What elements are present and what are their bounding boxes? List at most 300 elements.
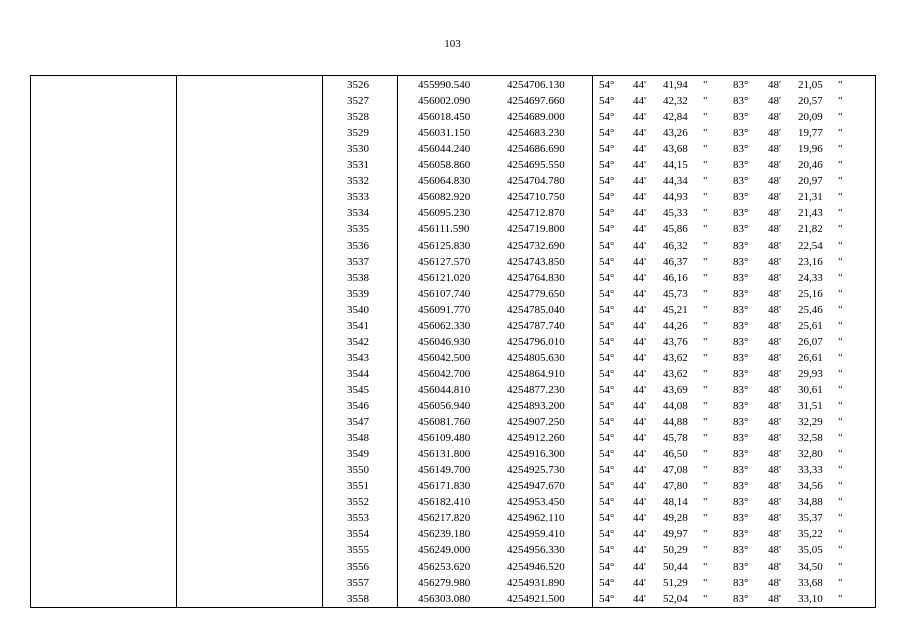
lat-seconds-mark: " xyxy=(703,576,708,589)
table-row xyxy=(31,125,877,141)
coord-x: 456279.980 xyxy=(418,576,471,589)
lat-degrees: 54° xyxy=(599,111,615,124)
point-number: 3541 xyxy=(347,319,369,332)
coord-y: 4254962.110 xyxy=(507,512,565,525)
lat-minutes: 44' xyxy=(633,175,646,188)
lat-minutes: 44' xyxy=(633,528,646,541)
point-number: 3548 xyxy=(347,432,369,445)
lat-minutes: 44' xyxy=(633,480,646,493)
coord-y: 4254956.330 xyxy=(507,544,565,557)
lat-seconds: 43,62 xyxy=(663,351,688,364)
coord-y: 4254953.450 xyxy=(507,496,565,509)
coord-x: 456056.940 xyxy=(418,400,471,412)
lon-minutes: 48' xyxy=(768,528,781,541)
coord-y: 4254893.200 xyxy=(507,400,565,412)
lon-degrees: 83° xyxy=(733,416,749,429)
lat-seconds-mark: " xyxy=(703,159,708,172)
table-row xyxy=(31,414,877,430)
coord-x: 456131.800 xyxy=(418,448,471,461)
lat-minutes: 44' xyxy=(633,367,646,380)
lat-degrees: 54° xyxy=(599,287,615,300)
lon-seconds-mark: " xyxy=(838,223,843,236)
coord-x: 456031.150 xyxy=(418,127,471,140)
lon-degrees: 83° xyxy=(733,207,749,220)
coord-x: 456064.830 xyxy=(418,175,471,188)
coord-x: 456046.930 xyxy=(418,335,471,348)
lon-degrees: 83° xyxy=(733,383,749,396)
lat-seconds-mark: " xyxy=(703,464,708,477)
lon-degrees: 83° xyxy=(733,223,749,236)
lon-minutes: 48' xyxy=(768,400,781,412)
coord-x: 456249.000 xyxy=(418,544,471,557)
lat-seconds: 43,68 xyxy=(663,143,688,156)
lon-seconds-mark: " xyxy=(838,191,843,204)
lat-seconds: 52,04 xyxy=(663,592,688,605)
lon-seconds: 32,29 xyxy=(798,416,823,429)
lon-seconds-mark: " xyxy=(838,111,843,124)
lat-seconds: 45,78 xyxy=(663,432,688,445)
lat-seconds: 49,97 xyxy=(663,528,688,541)
table-row xyxy=(31,559,877,575)
coord-x: 456303.080 xyxy=(418,592,471,605)
lat-seconds: 44,34 xyxy=(663,175,688,188)
lat-seconds-mark: " xyxy=(703,367,708,380)
point-number: 3530 xyxy=(347,143,369,156)
lon-seconds-mark: " xyxy=(838,143,843,156)
lon-seconds: 20,97 xyxy=(798,175,823,188)
lon-seconds-mark: " xyxy=(838,592,843,605)
point-number: 3546 xyxy=(347,400,369,412)
lat-minutes: 44' xyxy=(633,239,646,252)
lon-degrees: 83° xyxy=(733,464,749,477)
lon-degrees: 83° xyxy=(733,127,749,140)
lon-degrees: 83° xyxy=(733,432,749,445)
coord-y: 4254916.300 xyxy=(507,448,565,461)
coord-x: 456111.590 xyxy=(418,223,470,236)
lat-seconds: 41,94 xyxy=(663,79,688,91)
table-row xyxy=(31,93,877,109)
page-number: 103 xyxy=(444,38,461,50)
lon-seconds: 31,51 xyxy=(798,400,823,412)
coord-y: 4254683.230 xyxy=(507,127,565,140)
lon-seconds: 33,10 xyxy=(798,592,823,605)
point-number: 3542 xyxy=(347,335,369,348)
lon-seconds: 35,37 xyxy=(798,512,823,525)
lat-seconds: 42,32 xyxy=(663,95,688,108)
coord-y: 4254925.730 xyxy=(507,464,565,477)
table-row xyxy=(31,494,877,510)
point-number: 3535 xyxy=(347,223,369,236)
point-number: 3532 xyxy=(347,175,369,188)
lon-minutes: 48' xyxy=(768,159,781,172)
table-row xyxy=(31,157,877,173)
point-number: 3549 xyxy=(347,448,369,461)
lon-seconds-mark: " xyxy=(838,127,843,140)
coord-y: 4254695.550 xyxy=(507,159,565,172)
coord-y: 4254732.690 xyxy=(507,239,565,252)
table-row xyxy=(31,318,877,334)
coord-x: 455990.540 xyxy=(418,79,471,91)
lon-seconds-mark: " xyxy=(838,544,843,557)
lon-seconds: 21,05 xyxy=(798,79,823,91)
lon-seconds-mark: " xyxy=(838,255,843,268)
coord-y: 4254787.740 xyxy=(507,319,565,332)
lat-seconds: 47,80 xyxy=(663,480,688,493)
coord-x: 456127.570 xyxy=(418,255,471,268)
point-number: 3537 xyxy=(347,255,369,268)
lat-minutes: 44' xyxy=(633,207,646,220)
lon-minutes: 48' xyxy=(768,95,781,108)
lon-seconds-mark: " xyxy=(838,416,843,429)
lat-seconds-mark: " xyxy=(703,528,708,541)
lat-degrees: 54° xyxy=(599,271,615,284)
lon-minutes: 48' xyxy=(768,271,781,284)
coord-x: 456082.920 xyxy=(418,191,471,204)
lat-minutes: 44' xyxy=(633,287,646,300)
table-row xyxy=(31,430,877,446)
lon-seconds-mark: " xyxy=(838,319,843,332)
point-number: 3547 xyxy=(347,416,369,429)
lat-minutes: 44' xyxy=(633,400,646,412)
lat-minutes: 44' xyxy=(633,111,646,124)
lon-minutes: 48' xyxy=(768,480,781,493)
point-number: 3528 xyxy=(347,111,369,124)
coord-x: 456171.830 xyxy=(418,480,471,493)
lat-minutes: 44' xyxy=(633,303,646,316)
lat-minutes: 44' xyxy=(633,448,646,461)
lon-degrees: 83° xyxy=(733,528,749,541)
lon-seconds: 33,68 xyxy=(798,576,823,589)
lon-degrees: 83° xyxy=(733,191,749,204)
lon-minutes: 48' xyxy=(768,127,781,140)
lon-seconds-mark: " xyxy=(838,560,843,573)
lat-seconds: 48,14 xyxy=(663,496,688,509)
lon-minutes: 48' xyxy=(768,175,781,188)
coord-x: 456044.810 xyxy=(418,383,471,396)
lat-seconds: 46,50 xyxy=(663,448,688,461)
lat-minutes: 44' xyxy=(633,464,646,477)
lon-minutes: 48' xyxy=(768,143,781,156)
coord-y: 4254764.830 xyxy=(507,271,565,284)
lon-seconds: 20,46 xyxy=(798,159,823,172)
point-number: 3529 xyxy=(347,127,369,140)
lat-seconds: 46,16 xyxy=(663,271,688,284)
point-number: 3551 xyxy=(347,480,369,493)
lat-seconds-mark: " xyxy=(703,271,708,284)
coord-x: 456042.500 xyxy=(418,351,471,364)
coord-x: 456095.230 xyxy=(418,207,471,220)
lat-minutes: 44' xyxy=(633,319,646,332)
lat-seconds: 44,15 xyxy=(663,159,688,172)
coord-x: 456182.410 xyxy=(418,496,471,509)
lat-degrees: 54° xyxy=(599,95,615,108)
lat-seconds: 45,33 xyxy=(663,207,688,220)
lat-degrees: 54° xyxy=(599,303,615,316)
lon-degrees: 83° xyxy=(733,95,749,108)
lon-seconds: 33,33 xyxy=(798,464,823,477)
coord-x: 456125.830 xyxy=(418,239,471,252)
coord-y: 4254710.750 xyxy=(507,191,565,204)
coord-x: 456239.180 xyxy=(418,528,471,541)
lon-seconds-mark: " xyxy=(838,79,843,91)
lat-degrees: 54° xyxy=(599,175,615,188)
coord-y: 4254959.410 xyxy=(507,528,565,541)
lat-minutes: 44' xyxy=(633,383,646,396)
lat-seconds-mark: " xyxy=(703,207,708,220)
lat-seconds-mark: " xyxy=(703,223,708,236)
lat-degrees: 54° xyxy=(599,127,615,140)
coord-y: 4254697.660 xyxy=(507,95,565,108)
lat-seconds: 43,76 xyxy=(663,335,688,348)
lat-seconds: 45,21 xyxy=(663,303,688,316)
point-number: 3539 xyxy=(347,287,369,300)
table-row xyxy=(31,510,877,526)
lat-seconds-mark: " xyxy=(703,512,708,525)
coord-y: 4254743.850 xyxy=(507,255,565,268)
point-number: 3556 xyxy=(347,560,369,573)
coord-x: 456091.770 xyxy=(418,303,471,316)
table-row xyxy=(31,173,877,189)
lat-seconds: 43,62 xyxy=(663,367,688,380)
lat-degrees: 54° xyxy=(599,432,615,445)
lon-degrees: 83° xyxy=(733,544,749,557)
lat-seconds-mark: " xyxy=(703,351,708,364)
lon-degrees: 83° xyxy=(733,367,749,380)
lat-minutes: 44' xyxy=(633,432,646,445)
lat-seconds-mark: " xyxy=(703,319,708,332)
lon-minutes: 48' xyxy=(768,367,781,380)
lat-seconds-mark: " xyxy=(703,400,708,412)
lon-seconds-mark: " xyxy=(838,159,843,172)
lon-seconds-mark: " xyxy=(838,448,843,461)
lat-degrees: 54° xyxy=(599,480,615,493)
coord-y: 4254912.260 xyxy=(507,432,565,445)
lat-minutes: 44' xyxy=(633,159,646,172)
coord-x: 456042.700 xyxy=(418,367,471,380)
coord-x: 456121.020 xyxy=(418,271,471,284)
table-row xyxy=(31,334,877,350)
lon-minutes: 48' xyxy=(768,512,781,525)
lat-seconds: 43,26 xyxy=(663,127,688,140)
lat-seconds-mark: " xyxy=(703,303,708,316)
table-row xyxy=(31,591,877,607)
coord-x: 456002.090 xyxy=(418,95,471,108)
lat-seconds: 49,28 xyxy=(663,512,688,525)
table-row xyxy=(31,350,877,366)
point-number: 3538 xyxy=(347,271,369,284)
lat-seconds-mark: " xyxy=(703,255,708,268)
lon-seconds: 30,61 xyxy=(798,383,823,396)
point-number: 3526 xyxy=(347,79,369,91)
lat-seconds-mark: " xyxy=(703,480,708,493)
lat-seconds: 44,88 xyxy=(663,416,688,429)
lat-seconds-mark: " xyxy=(703,143,708,156)
lat-seconds-mark: " xyxy=(703,335,708,348)
table-row xyxy=(31,77,877,93)
lon-seconds-mark: " xyxy=(838,95,843,108)
coord-x: 456062.330 xyxy=(418,319,471,332)
lat-degrees: 54° xyxy=(599,576,615,589)
lat-seconds: 44,08 xyxy=(663,400,688,412)
coord-x: 456018.450 xyxy=(418,111,471,124)
coord-y: 4254931.890 xyxy=(507,576,565,589)
lat-minutes: 44' xyxy=(633,143,646,156)
coord-y: 4254907.250 xyxy=(507,416,565,429)
lat-seconds-mark: " xyxy=(703,127,708,140)
lat-seconds: 44,93 xyxy=(663,191,688,204)
lon-seconds-mark: " xyxy=(838,400,843,412)
lat-degrees: 54° xyxy=(599,367,615,380)
table-row xyxy=(31,205,877,221)
lat-seconds: 42,84 xyxy=(663,111,688,124)
lat-seconds-mark: " xyxy=(703,448,708,461)
lon-seconds-mark: " xyxy=(838,207,843,220)
lat-seconds: 46,37 xyxy=(663,255,688,268)
lon-seconds-mark: " xyxy=(838,271,843,284)
point-number: 3544 xyxy=(347,367,369,380)
lon-minutes: 48' xyxy=(768,207,781,220)
lat-seconds: 47,08 xyxy=(663,464,688,477)
lat-degrees: 54° xyxy=(599,319,615,332)
coord-x: 456107.740 xyxy=(418,287,471,300)
lon-seconds: 20,57 xyxy=(798,95,823,108)
point-number: 3534 xyxy=(347,207,369,220)
lon-seconds: 26,07 xyxy=(798,335,823,348)
lon-minutes: 48' xyxy=(768,432,781,445)
lon-seconds: 34,50 xyxy=(798,560,823,573)
coord-x: 456058.860 xyxy=(418,159,471,172)
point-number: 3552 xyxy=(347,496,369,509)
lon-degrees: 83° xyxy=(733,560,749,573)
lon-degrees: 83° xyxy=(733,351,749,364)
lon-seconds: 25,46 xyxy=(798,303,823,316)
lon-degrees: 83° xyxy=(733,303,749,316)
lon-seconds: 25,16 xyxy=(798,287,823,300)
lat-seconds: 50,44 xyxy=(663,560,688,573)
coord-y: 4254805.630 xyxy=(507,351,565,364)
lon-minutes: 48' xyxy=(768,335,781,348)
lat-minutes: 44' xyxy=(633,592,646,605)
lon-minutes: 48' xyxy=(768,576,781,589)
lat-seconds-mark: " xyxy=(703,416,708,429)
coord-y: 4254689.000 xyxy=(507,111,565,124)
lat-minutes: 44' xyxy=(633,127,646,140)
lon-minutes: 48' xyxy=(768,351,781,364)
lon-degrees: 83° xyxy=(733,159,749,172)
lon-seconds: 32,80 xyxy=(798,448,823,461)
lat-seconds: 46,32 xyxy=(663,239,688,252)
coord-y: 4254712.870 xyxy=(507,207,565,220)
lat-degrees: 54° xyxy=(599,400,615,412)
point-number: 3558 xyxy=(347,592,369,605)
table-row xyxy=(31,302,877,318)
lat-minutes: 44' xyxy=(633,191,646,204)
lon-seconds-mark: " xyxy=(838,335,843,348)
lon-degrees: 83° xyxy=(733,239,749,252)
point-number: 3550 xyxy=(347,464,369,477)
lat-seconds-mark: " xyxy=(703,287,708,300)
table-row xyxy=(31,270,877,286)
lon-degrees: 83° xyxy=(733,512,749,525)
coord-x: 456149.700 xyxy=(418,464,471,477)
table-row xyxy=(31,478,877,494)
lon-minutes: 48' xyxy=(768,319,781,332)
lon-seconds: 34,88 xyxy=(798,496,823,509)
lat-degrees: 54° xyxy=(599,191,615,204)
lon-degrees: 83° xyxy=(733,480,749,493)
lon-degrees: 83° xyxy=(733,287,749,300)
lat-minutes: 44' xyxy=(633,512,646,525)
lon-degrees: 83° xyxy=(733,448,749,461)
lat-seconds: 44,26 xyxy=(663,319,688,332)
lon-degrees: 83° xyxy=(733,79,749,91)
lon-seconds: 22,54 xyxy=(798,239,823,252)
lon-seconds-mark: " xyxy=(838,175,843,188)
table-row xyxy=(31,462,877,478)
lat-minutes: 44' xyxy=(633,223,646,236)
coord-y: 4254796.010 xyxy=(507,335,565,348)
lon-seconds: 29,93 xyxy=(798,367,823,380)
point-number: 3533 xyxy=(347,191,369,204)
lat-seconds: 43,69 xyxy=(663,383,688,396)
lat-degrees: 54° xyxy=(599,335,615,348)
lat-seconds-mark: " xyxy=(703,496,708,509)
coord-y: 4254946.520 xyxy=(507,560,565,573)
lon-seconds: 23,16 xyxy=(798,255,823,268)
coord-y: 4254785.040 xyxy=(507,303,565,316)
lat-minutes: 44' xyxy=(633,560,646,573)
lat-seconds-mark: " xyxy=(703,383,708,396)
lon-seconds-mark: " xyxy=(838,303,843,316)
lon-degrees: 83° xyxy=(733,175,749,188)
lon-seconds: 24,33 xyxy=(798,271,823,284)
lat-degrees: 54° xyxy=(599,239,615,252)
lon-minutes: 48' xyxy=(768,464,781,477)
lon-minutes: 48' xyxy=(768,255,781,268)
coord-y: 4254686.690 xyxy=(507,143,565,156)
lon-seconds: 21,82 xyxy=(798,223,823,236)
coord-x: 456044.240 xyxy=(418,143,471,156)
lon-seconds: 19,96 xyxy=(798,143,823,156)
lon-seconds-mark: " xyxy=(838,432,843,445)
lon-seconds-mark: " xyxy=(838,576,843,589)
table-row xyxy=(31,221,877,237)
coord-x: 456109.480 xyxy=(418,432,471,445)
coordinate-table xyxy=(30,75,876,608)
lat-degrees: 54° xyxy=(599,560,615,573)
lat-degrees: 54° xyxy=(599,464,615,477)
lat-degrees: 54° xyxy=(599,351,615,364)
lat-degrees: 54° xyxy=(599,448,615,461)
lat-minutes: 44' xyxy=(633,576,646,589)
lon-minutes: 48' xyxy=(768,383,781,396)
lon-degrees: 83° xyxy=(733,496,749,509)
lat-minutes: 44' xyxy=(633,416,646,429)
point-number: 3545 xyxy=(347,383,369,396)
lon-seconds-mark: " xyxy=(838,480,843,493)
lon-seconds: 32,58 xyxy=(798,432,823,445)
coord-x: 456253.620 xyxy=(418,560,471,573)
coord-y: 4254921.500 xyxy=(507,592,565,605)
coord-y: 4254947.670 xyxy=(507,480,565,493)
lon-seconds: 21,43 xyxy=(798,207,823,220)
lon-degrees: 83° xyxy=(733,255,749,268)
lon-degrees: 83° xyxy=(733,400,749,412)
lat-minutes: 44' xyxy=(633,351,646,364)
lon-seconds: 34,56 xyxy=(798,480,823,493)
lon-seconds: 20,09 xyxy=(798,111,823,124)
table-row xyxy=(31,366,877,382)
